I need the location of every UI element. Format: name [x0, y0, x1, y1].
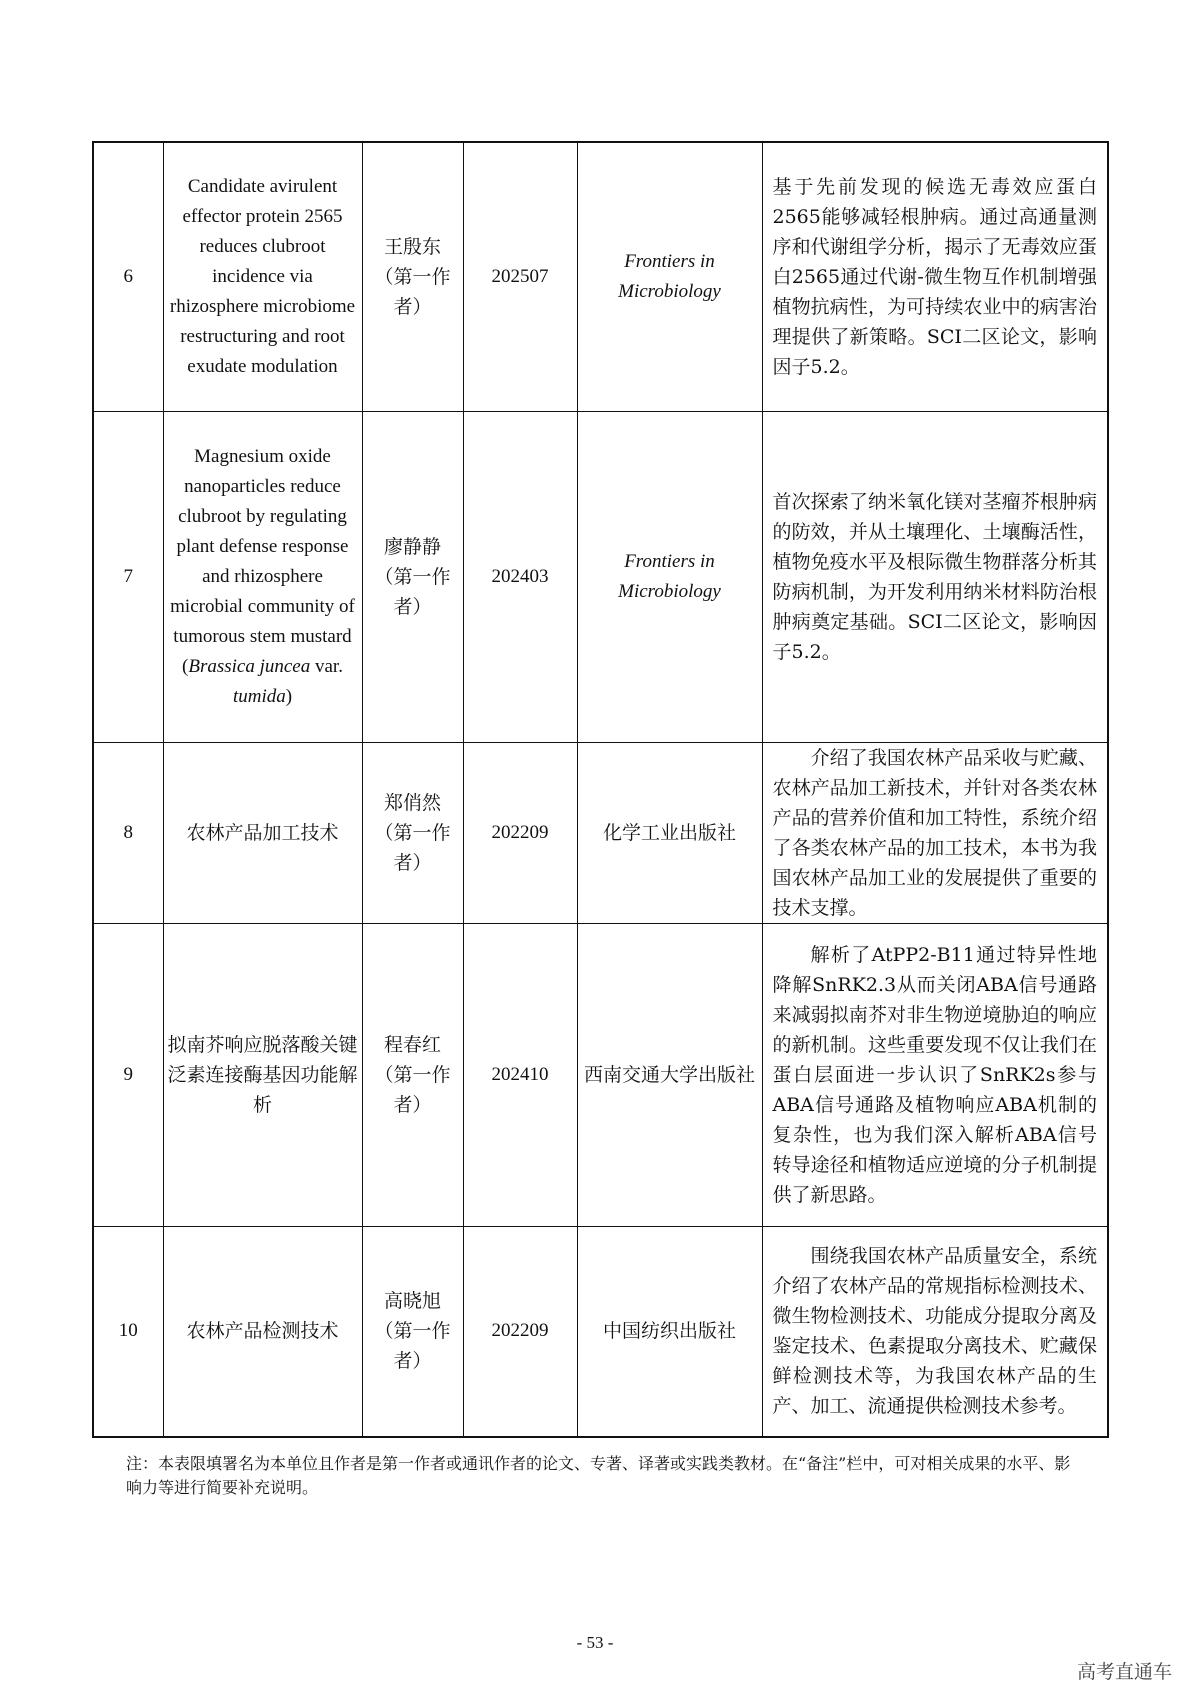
note: 围绕我国农林产品质量安全，系统介绍了农林产品的常规指标检测技术、微生物检测技术、功能成分提取分离及鉴定技术、色素提取分离技术、贮藏保鲜检测技术等，为我国农林产品的生产、加工、流通提供检测技术参考。 — [762, 1226, 1108, 1437]
table-footnote: 注：本表限填署名为本单位且作者是第一作者或通讯作者的论文、专著、译著或实践类教材。在“备注”栏中，可对相关成果的水平、影响力等进行简要补充说明。 — [126, 1454, 1071, 1497]
author: 王殷东（第一作者） — [362, 142, 463, 411]
table-row — [93, 742, 1108, 923]
watermark: 高考直通车 — [1076, 1661, 1172, 1683]
publish-date: 202403 — [463, 411, 577, 742]
note: 解析了AtPP2-B11通过特异性地降解SnRK2.3从而关闭ABA信号通路来减弱拟南芥对非生物逆境胁迫的响应的新机制。这些重要发现不仅让我们在蛋白层面进一步认识了SnRK2s参与ABA信号通路及植物响应ABA机制的复杂性，也为我们深入解析ABA信号转导途径和植物适应逆境的分子机制提供了新思路。 — [762, 923, 1108, 1226]
title-close: ) — [285, 685, 293, 707]
title-text: Magnesium oxide nanoparticles reduce clubroot by regulating plant defense response and rhizosphere microbial community of tumorous stem mustard ( — [170, 445, 355, 677]
publish-date: 202209 — [463, 742, 577, 923]
table-row — [93, 142, 1108, 411]
note: 首次探索了纳米氧化镁对茎瘤芥根肿病的防效，并从土壤理化、土壤酶活性，植物免疫水平及根际微生物群落分析其防病机制，为开发利用纳米材料防治根肿病奠定基础。SCI二区论文，影响因子5.2。 — [762, 411, 1108, 742]
publisher: 化学工业出版社 — [577, 742, 762, 923]
table-row — [93, 1226, 1108, 1437]
page-number: - 53 - — [576, 1633, 614, 1652]
work-title: 拟南芥响应脱落酸关键泛素连接酶基因功能解析 — [163, 923, 362, 1226]
achievements-table — [92, 141, 1109, 1438]
publisher: Frontiers in Microbiology — [577, 142, 762, 411]
row-number: 10 — [93, 1226, 163, 1437]
note: 基于先前发现的候选无毒效应蛋白2565能够减轻根肿病。通过高通量测序和代谢组学分析，揭示了无毒效应蛋白2565通过代谢-微生物互作机制增强植物抗病性，为可持续农业中的病害治理提供了新策略。SCI二区论文，影响因子5.2。 — [762, 142, 1108, 411]
work-title: Candidate avirulent effector protein 2565 reduces clubroot incidence via rhizosphere microbiome restructuring and root exudate modulation — [163, 142, 362, 411]
title-variety: tumida — [232, 685, 286, 707]
publish-date: 202507 — [463, 142, 577, 411]
work-title: 农林产品检测技术 — [163, 1226, 362, 1437]
publisher: 中国纺织出版社 — [577, 1226, 762, 1437]
publish-date: 202209 — [463, 1226, 577, 1437]
author: 廖静静（第一作者） — [362, 411, 463, 742]
author: 郑俏然（第一作者） — [362, 742, 463, 923]
row-number: 8 — [93, 742, 163, 923]
title-species: Brassica juncea — [188, 655, 311, 677]
row-number: 9 — [93, 923, 163, 1226]
author: 程春红（第一作者） — [362, 923, 463, 1226]
row-number: 6 — [93, 142, 163, 411]
publisher: Frontiers in Microbiology — [577, 411, 762, 742]
work-title: 农林产品加工技术 — [163, 742, 362, 923]
table-row — [93, 923, 1108, 1226]
publish-date: 202410 — [463, 923, 577, 1226]
note: 介绍了我国农林产品采收与贮藏、农林产品加工新技术，并针对各类农林产品的营养价值和加工特性，系统介绍了各类农林产品的加工技术，本书为我国农林产品加工业的发展提供了重要的技术支撑。 — [762, 742, 1108, 923]
table-row — [93, 411, 1108, 742]
row-number: 7 — [93, 411, 163, 742]
author: 高晓旭（第一作者） — [362, 1226, 463, 1437]
work-title — [163, 411, 362, 742]
publisher: 西南交通大学出版社 — [577, 923, 762, 1226]
title-var: var. — [310, 655, 343, 677]
